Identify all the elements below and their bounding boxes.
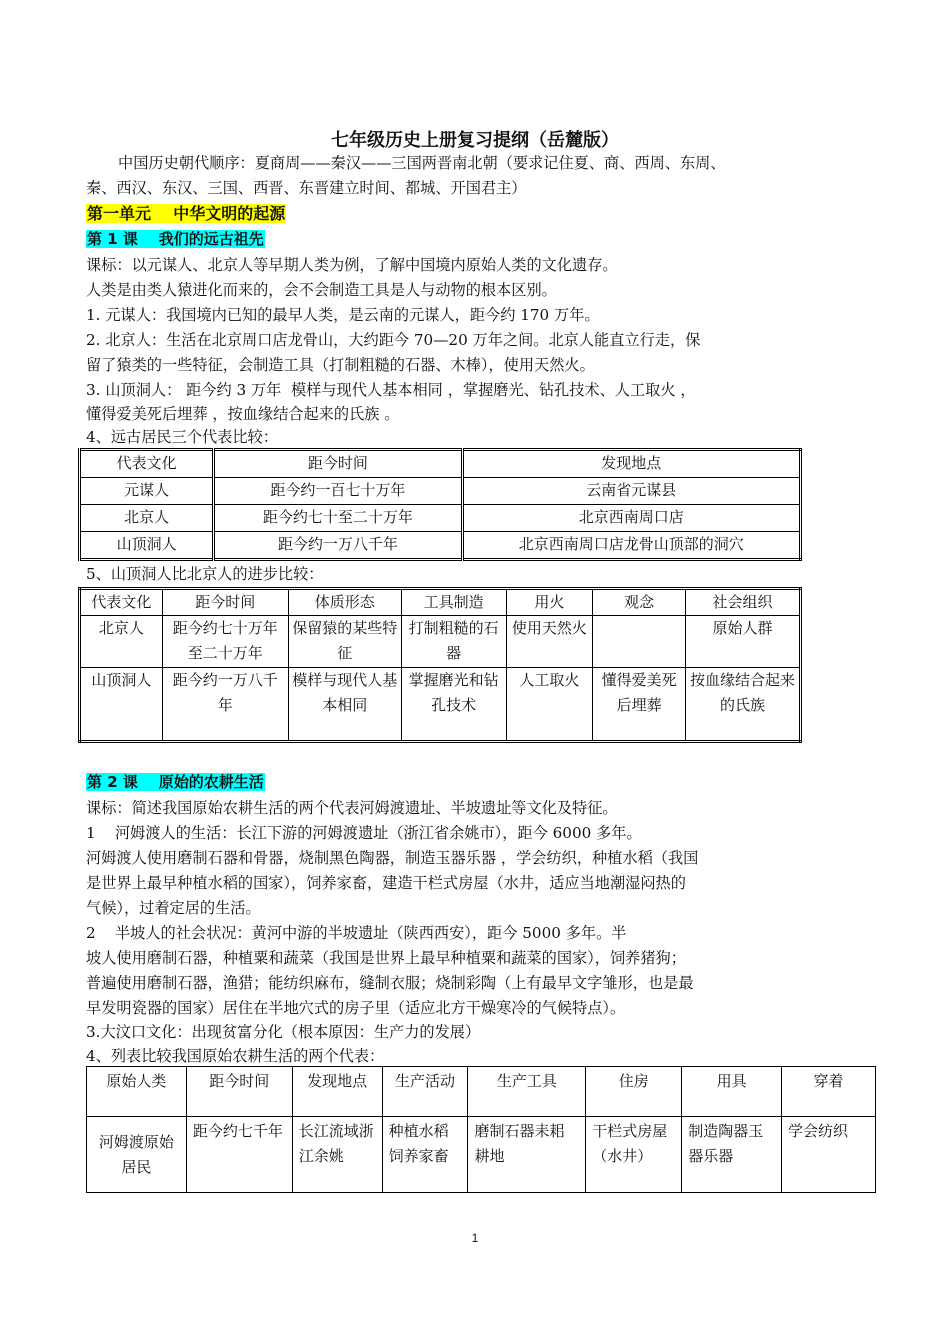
table-header-cell: 发现地点 [462,450,800,478]
table-cell: 距今约一百七十万年 [214,478,462,505]
table-row [80,478,801,505]
table-cell: 种植水稻饲养家畜 [382,1117,468,1193]
table-header-cell: 社会组织 [686,589,801,616]
table-header-cell: 发现地点 [292,1067,382,1117]
table-header-cell: 住房 [586,1067,682,1117]
lesson-1-line: 懂得爱美死后埋葬 ，按血缘结合起来的氏族 。 [86,405,400,423]
table-cell: 北京人 [80,505,214,532]
table-header-cell: 体质形态 [288,589,401,616]
lesson-2-heading-text: 第 2 课 原始的农耕生活 [87,773,264,791]
table-cell: 河姆渡原始居民 [87,1117,187,1193]
table-cell: 人工取火 [506,668,593,742]
table-header-cell: 代表文化 [80,450,214,478]
table-header-cell: 距今时间 [186,1067,292,1117]
table-cell: 距今约七十万年至二十万年 [162,616,288,668]
lesson-2-line: 2 半坡人的社会状况：黄河中游的半坡遗址（陕西西安），距今 5000 多年。半 [86,924,627,942]
table-header-cell: 观念 [593,589,686,616]
comparison-heading: 5、山顶洞人比北京人的进步比较： [86,565,324,583]
table-header-cell: 距今时间 [214,450,462,478]
table-cell: 模样与现代人基本相同 [288,668,401,742]
page-number: 1 [471,1231,479,1245]
table-header-cell: 穿着 [782,1067,876,1117]
table-cell: 山顶洞人 [80,532,214,560]
table-cell: 北京西南周口店 [462,505,800,532]
lesson-1-line: 课标：以元谋人、北京人等早期人类为例，了解中国境内原始人类的文化遗存。 [86,256,618,274]
table-cell: 保留猿的某些特征 [288,616,401,668]
table-cell: 距今约一万八千年 [214,532,462,560]
lesson-2-line: 3.大汶口文化：出现贫富分化（根本原因：生产力的发展） [86,1023,481,1041]
table-row [87,1117,876,1193]
table-header-cell: 原始人类 [87,1067,187,1117]
intro-line-2: 秦、西汉、东汉、三国、西晋、东晋建立时间、都城、开国君主） [86,179,527,197]
lesson-2-line: 早发明瓷器的国家）居住在半地穴式的房子里（适应北方干燥寒冷的气候特点）。 [86,999,626,1017]
table-cell: 懂得爱美死后埋葬 [593,668,686,742]
table-cell: 学会纺织 [782,1117,876,1193]
table-cell: 元谋人 [80,478,214,505]
lesson-2-line: 普遍使用磨制石器，渔猎；能纺织麻布，缝制衣服；烧制彩陶（上有最早文字雏形，也是最 [86,974,694,992]
table-row [80,505,801,532]
table-cell: 距今约七十至二十万年 [214,505,462,532]
ancestors-table [78,448,802,561]
table-header-cell: 用具 [682,1067,782,1117]
table-cell: 打制粗糙的石器 [401,616,506,668]
lesson-1-heading-text: 第 1 课 我们的远古祖先 [87,230,264,248]
table-header-cell: 生产活动 [382,1067,468,1117]
table-cell: 云南省元谋县 [462,478,800,505]
table-cell: 按血缘结合起来的氏族 [686,668,801,742]
table-header-row [80,589,801,616]
unit-heading [86,202,876,227]
table-cell: 北京西南周口店龙骨山顶部的洞穴 [462,532,800,560]
lesson-2-line: 是世界上最早种植水稻的国家），饲养家畜，建造干栏式房屋（水井，适应当地潮湿闷热的 [86,874,686,892]
lesson-2-heading [86,770,876,795]
lesson-1-heading [86,227,876,252]
table-cell: 距今约一万八千年 [162,668,288,742]
farming-comparison-table [86,1066,876,1193]
table-header-cell: 距今时间 [162,589,288,616]
table-cell: 距今约七千年 [186,1117,292,1193]
lesson-2-line: 1 河姆渡人的生活：长江下游的河姆渡遗址（浙江省余姚市），距今 6000 多年。 [86,824,642,842]
table-cell: 干栏式房屋（水井） [586,1117,682,1193]
unit-heading-text: 第一单元 中华文明的起源 [87,204,286,223]
table-row [80,668,801,742]
table-cell: 山顶洞人 [80,668,163,742]
lesson-1-line: 1. 元谋人：我国境内已知的最早人类，是云南的元谋人，距今约 170 万年。 [86,306,600,324]
table-cell: 原始人群 [686,616,801,668]
table-cell: 掌握磨光和钻孔技术 [401,668,506,742]
table-cell: 长江流域浙江余姚 [292,1117,382,1193]
lesson-1-line: 4、远古居民三个代表比较： [86,428,278,446]
lesson-2-line: 气候），过着定居的生活。 [86,899,261,917]
page-title: 七年级历史上册复习提纲（岳麓版） [331,130,619,151]
intro-line-1: 中国历史朝代顺序：夏商周——秦汉——三国两晋南北朝（要求记住夏、商、西周、东周、 [118,154,726,172]
table-header-cell: 生产工具 [468,1067,586,1117]
table-cell: 使用天然火 [506,616,593,668]
table-cell: 制造陶器玉器乐器 [682,1117,782,1193]
table-header-row [87,1067,876,1117]
table-header-row [80,450,801,478]
table-cell [593,616,686,668]
table-header-cell: 工具制造 [401,589,506,616]
table-header-cell: 用火 [506,589,593,616]
lesson-1-line: 3. 山顶洞人： 距今约 3 万年 模样与现代人基本相同 ，掌握磨光、钻孔技术、人工取火 ， [86,381,696,399]
table-row [80,616,801,668]
lesson-1-line: 人类是由类人猿进化而来的，会不会制造工具是人与动物的根本区别。 [86,281,557,299]
lesson-2-line: 4、列表比较我国原始农耕生活的两个代表： [86,1047,385,1065]
table-row [80,532,801,560]
progress-comparison-table [78,587,802,743]
lesson-1-line: 2. 北京人：生活在北京周口店龙骨山，大约距今 70—20 万年之间。北京人能直立行走，保 [86,331,701,349]
lesson-2-line: 坡人使用磨制石器，种植粟和蔬菜（我国是世界上最早种植粟和蔬菜的国家），饲养猪狗； [86,949,686,967]
lesson-1-line: 留了猿类的一些特征，会制造工具（打制粗糙的石器、木棒），使用天然火。 [86,356,595,374]
lesson-2-line: 河姆渡人使用磨制石器和骨器，烧制黑色陶器，制造玉器乐器 ，学会纺织，种植水稻（我国 [86,849,699,867]
table-cell: 北京人 [80,616,163,668]
lesson-2-line: 课标：简述我国原始农耕生活的两个代表河姆渡遗址、半坡遗址等文化及特征。 [86,799,618,817]
table-cell: 磨制石器耒耜耕地 [468,1117,586,1193]
table-header-cell: 代表文化 [80,589,163,616]
